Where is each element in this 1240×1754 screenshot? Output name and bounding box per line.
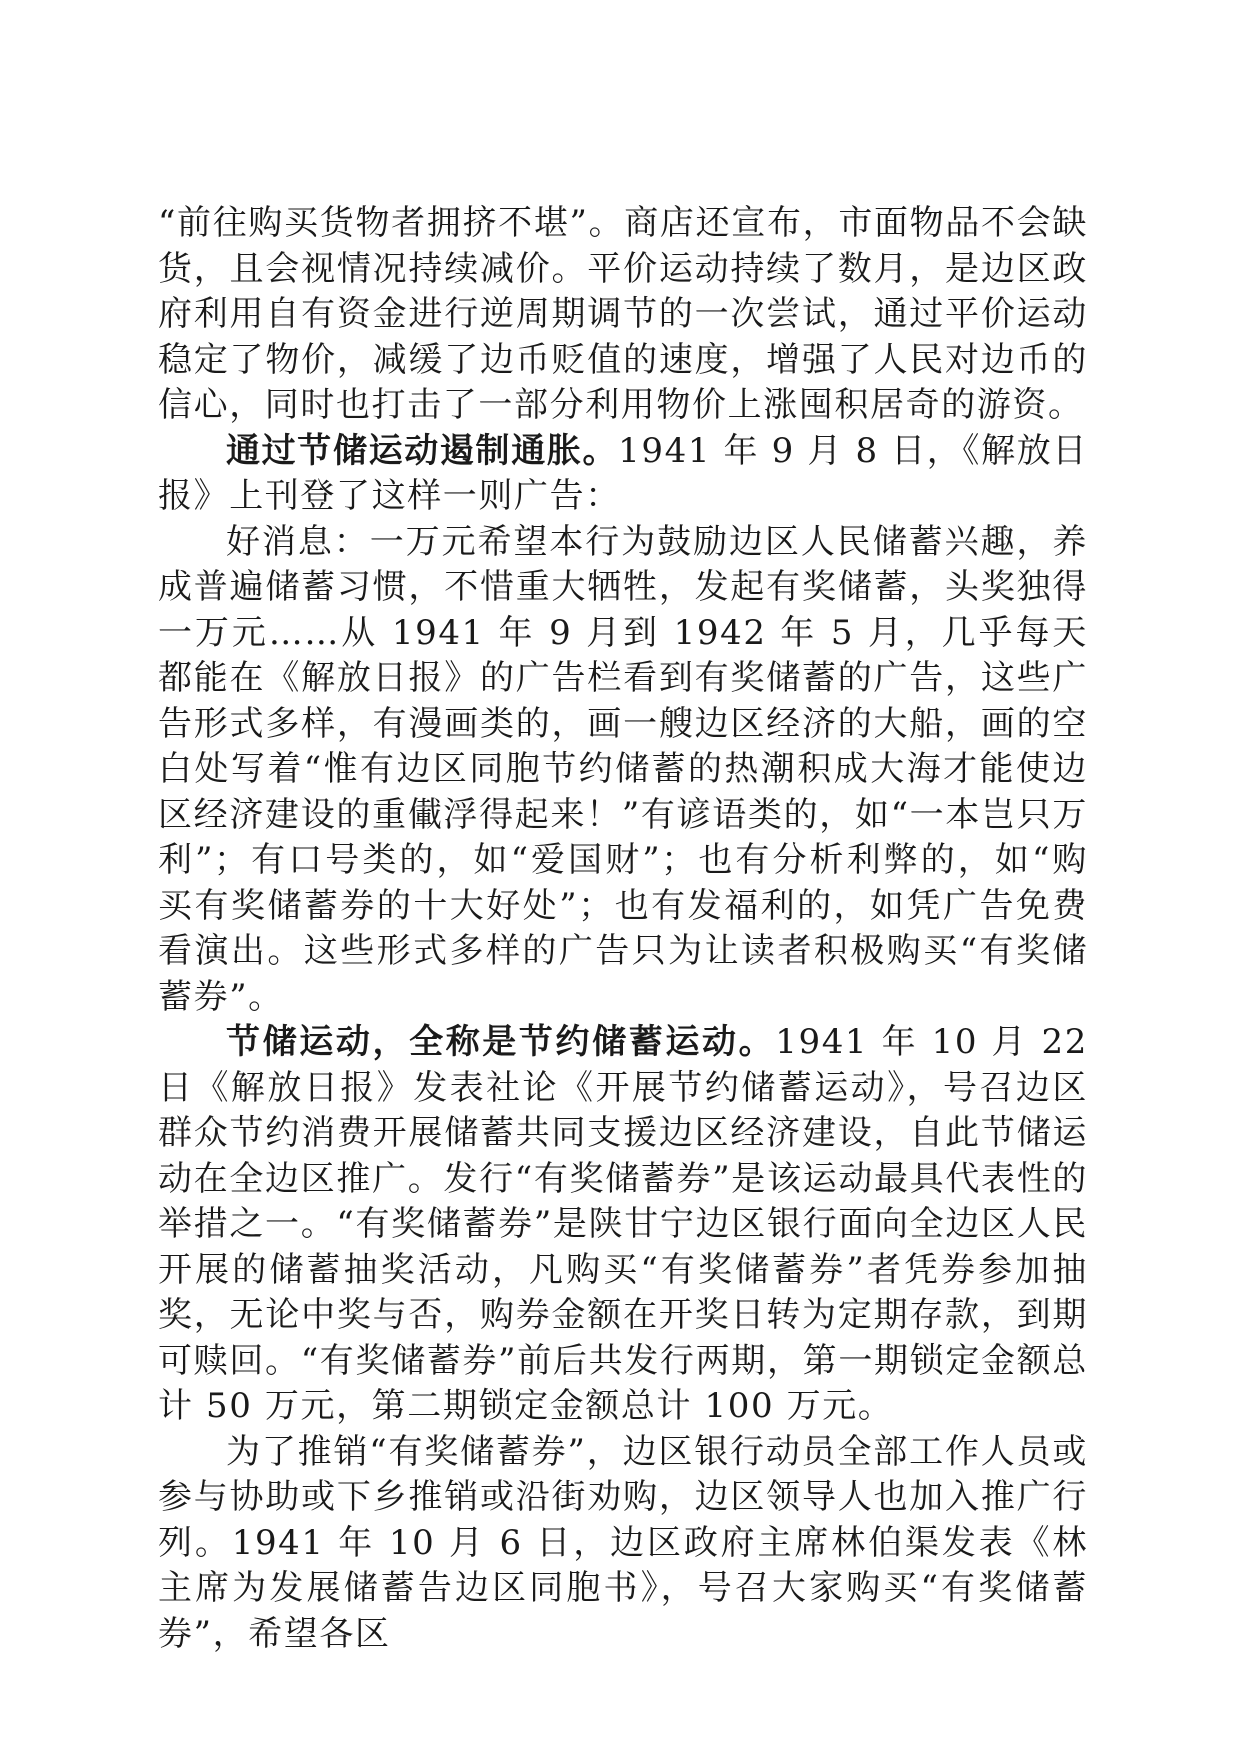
paragraph-5-text: 为了推销“有奖储蓄券”，边区银行动员全部工作人员或参与协助或下乡推销或沿街劝购，边区领导人也加入推广行列。1941 年 10 月 6 日，边区政府主席林伯渠发表《林主席为发展储蓄告边区同胞书》，号召大家购买“有奖储蓄券”，希望各区: [158, 1431, 1088, 1654]
paragraph-1-text: “前往购买货物者拥挤不堪”。商店还宣布，市面物品不会缺货，且会视情况持续减价。平价运动持续了数月，是边区政府利用自有资金进行逆周期调节的一次尝试，通过平价运动稳定了物价，减缓了边币贬值的速度，增强了人民对边币的信心，同时也打击了一部分利用物价上涨囤积居奇的游资。: [158, 203, 1088, 425]
paragraph-4-heading: 节储运动，全称是节约储蓄运动。: [226, 1022, 776, 1062]
paragraph-2-text: 1941 年 9 月 8 日，《解放日报》上刊登了这样一则广告：: [158, 430, 1088, 516]
paragraph-2-heading: 通过节储运动遏制通胀。: [226, 430, 619, 471]
paragraph-3-text: 好消息：一万元希望本行为鼓励边区人民储蓄兴趣，养成普遍储蓄习惯，不惜重大牺牲，发起有奖储蓄，头奖独得一万元……从 1941 年 9 月到 1942 年 5 月，几乎每天都能在《解放日报》的广告栏看到有奖储蓄的广告，这些广告形式多样，有漫画类的，画一艘边区经济的大船，画的空白处写着“惟有边区同胞节约储蓄的热潮积成大海才能使边区经济建设的重儎浮得起来！”有谚语类的，如“一本岂只万利”；有口号类的，如“爱国财”；也有分析利弊的，如“购买有奖储蓄券的十大好处”；也有发福利的，如凭广告免费看演出。这些形式多样的广告只为让读者积极购买“有奖储蓄券”。: [158, 521, 1088, 1017]
paragraph-4: [158, 1020, 1088, 1430]
paragraph-1: [158, 201, 1088, 429]
paragraph-2: [158, 429, 1088, 520]
paragraph-3: [158, 520, 1088, 1021]
paragraph-4-text: 1941 年 10 月 22 日《解放日报》发表社论《开展节约储蓄运动》，号召边区群众节约消费开展储蓄共同支援边区经济建设，自此节储运动在全边区推广。发行“有奖储蓄券”是该运动最具代表性的举措之一。“有奖储蓄券”是陕甘宁边区银行面向全边区人民开展的储蓄抽奖活动，凡购买“有奖储蓄券”者凭券参加抽奖，无论中奖与否，购券金额在开奖日转为定期存款，到期可赎回。“有奖储蓄券”前后共发行两期，第一期锁定金额总计 50 万元，第二期锁定金额总计 100 万元。: [158, 1022, 1089, 1426]
article-body: [158, 201, 1088, 1657]
paragraph-5: [158, 1430, 1088, 1658]
